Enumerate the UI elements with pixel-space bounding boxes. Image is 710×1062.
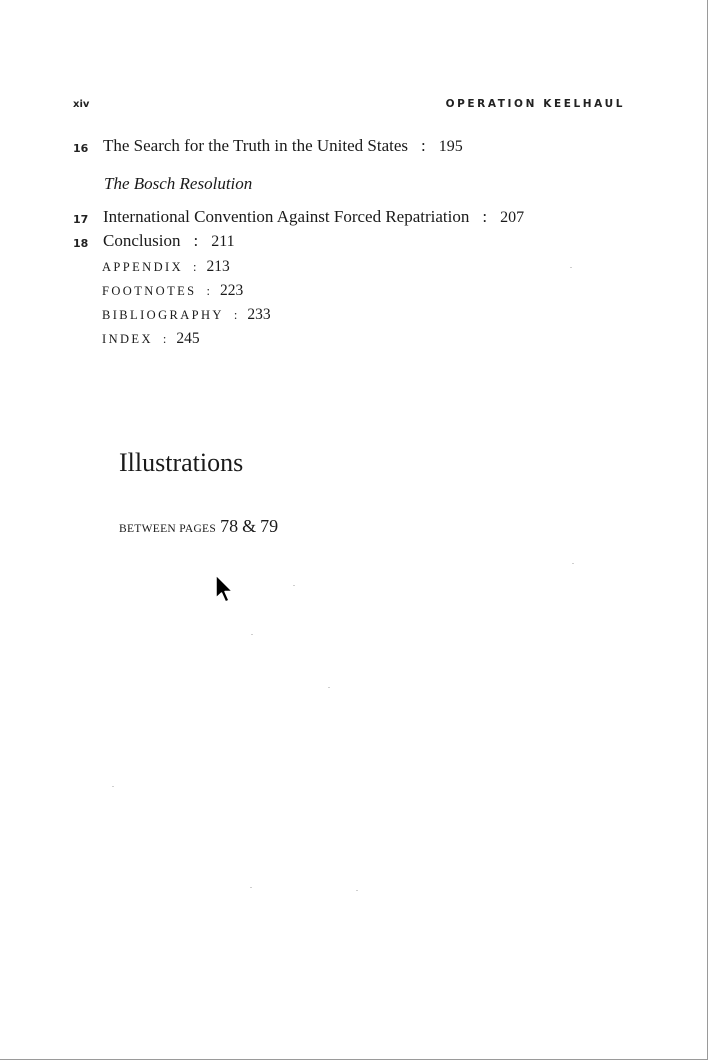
separator: : <box>193 260 197 274</box>
chapter-number: 18 <box>73 237 89 250</box>
bibliography-page: 233 <box>247 306 271 323</box>
mouse-pointer-icon <box>213 572 237 610</box>
chapter-title: Conclusion <box>103 231 181 250</box>
toc-subheading: The Bosch Resolution <box>104 174 253 193</box>
chapter-title: International Convention Against Forced Repatriation <box>103 207 470 226</box>
between-pages-label: BETWEEN PAGES <box>119 523 217 535</box>
chapter-page: 195 <box>438 138 463 155</box>
separator: : <box>162 332 167 346</box>
illustrations-heading: Illustrations <box>119 448 244 477</box>
first-page-number: 78 <box>220 516 239 536</box>
chapter-number: 17 <box>73 213 89 226</box>
separator: : <box>233 308 238 322</box>
separator: : <box>206 284 211 298</box>
scan-speck <box>112 786 114 787</box>
chapter-entry <box>103 136 463 156</box>
toc-entry-footnotes <box>102 282 243 300</box>
scan-speck <box>250 887 252 888</box>
chapter-page: 207 <box>500 209 525 226</box>
scan-speck <box>328 687 330 688</box>
separator: : <box>193 231 199 250</box>
chapter-entry <box>103 207 524 227</box>
toc-entry-bibliography <box>102 306 271 324</box>
scan-speck <box>572 563 574 564</box>
appendix-page: 213 <box>206 258 230 275</box>
chapter-entry <box>103 231 235 251</box>
scan-speck <box>356 890 358 891</box>
appendix-label: APPENDIX <box>102 260 184 274</box>
footnotes-label: FOOTNOTES <box>102 284 197 298</box>
index-label: INDEX <box>102 332 153 346</box>
toc-entry-index <box>102 330 200 348</box>
page-number: xiv <box>73 99 90 110</box>
separator: : <box>421 136 426 155</box>
scan-speck <box>251 634 253 635</box>
chapter-title: The Search for the Truth in the United States <box>103 136 409 155</box>
bibliography-label: BIBLIOGRAPHY <box>102 308 224 322</box>
scan-speck <box>293 585 295 586</box>
separator: : <box>482 207 488 226</box>
second-page-number: 79 <box>260 516 279 536</box>
chapter-page: 211 <box>211 233 235 250</box>
chapter-number: 16 <box>73 142 89 155</box>
index-page: 245 <box>176 330 200 347</box>
illustrations-location <box>119 516 278 537</box>
ampersand: & <box>242 516 257 536</box>
scan-speck <box>570 267 572 268</box>
footnotes-page: 223 <box>220 282 244 299</box>
toc-entry-appendix <box>102 258 230 276</box>
running-header <box>73 97 625 113</box>
running-title: OPERATION KEELHAUL <box>445 98 625 110</box>
